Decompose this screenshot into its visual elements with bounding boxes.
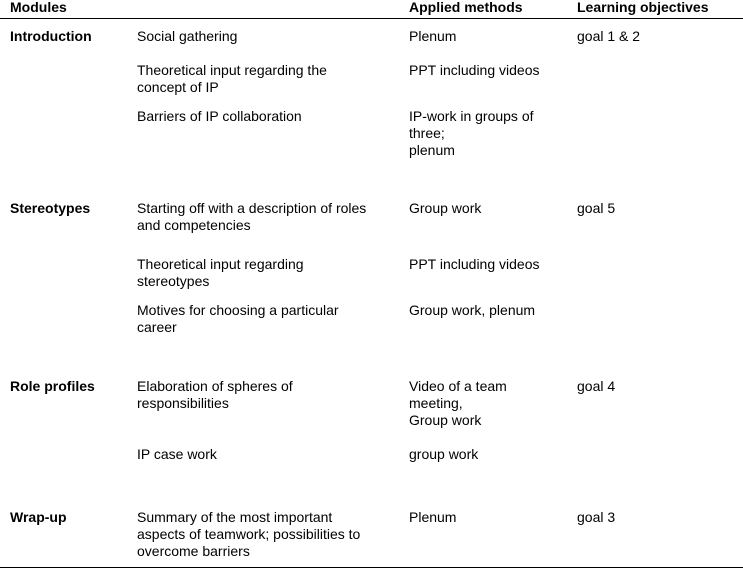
item-content: Summary of the most important aspects of teamwork; possibilities to overcome barriers: [137, 509, 361, 559]
module-name: Stereotypes: [10, 200, 91, 216]
item-method: Group work: [409, 200, 482, 216]
item-content: Social gathering: [137, 28, 238, 44]
item-content: Elaboration of spheres of responsibilities: [137, 378, 293, 411]
item-method: PPT including videos: [409, 62, 540, 78]
item-content: Motives for choosing a particular career: [137, 302, 339, 335]
item-content: Theoretical input regarding the concept of IP: [137, 62, 327, 95]
header-modules: Modules: [10, 0, 67, 15]
header-learning-objectives: Learning objectives: [577, 0, 709, 15]
header-rule: [0, 18, 743, 19]
item-content: IP case work: [137, 446, 217, 462]
item-content: Theoretical input regarding stereotypes: [137, 256, 304, 289]
item-content: Starting off with a description of roles and competencies: [137, 200, 367, 233]
item-method: Plenum: [409, 28, 457, 44]
module-name: Wrap-up: [10, 509, 67, 525]
item-method: Video of a team meeting, Group work: [409, 378, 507, 428]
bottom-rule: [0, 567, 743, 568]
module-objective: goal 5: [577, 200, 616, 216]
item-method: PPT including videos: [409, 256, 540, 272]
item-method: IP-work in groups of three; plenum: [409, 108, 534, 158]
module-objective: goal 1 & 2: [577, 28, 641, 44]
item-content: Barriers of IP collaboration: [137, 108, 302, 124]
item-method: Group work, plenum: [409, 302, 536, 318]
module-objective: goal 3: [577, 509, 616, 525]
module-objective: goal 4: [577, 378, 616, 394]
module-name: Introduction: [10, 28, 92, 44]
item-method: group work: [409, 446, 479, 462]
module-name: Role profiles: [10, 378, 95, 394]
header-applied-methods: Applied methods: [409, 0, 523, 15]
item-method: Plenum: [409, 509, 457, 525]
